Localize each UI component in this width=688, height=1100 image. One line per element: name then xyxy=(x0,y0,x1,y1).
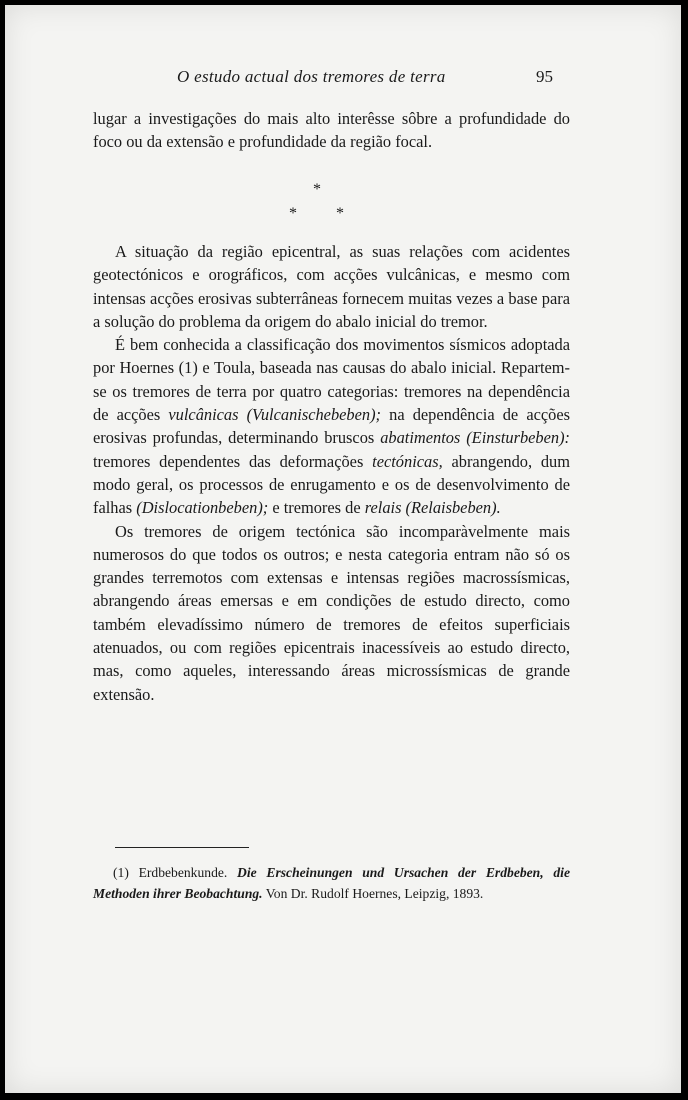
paragraph-tectonicos: Os tremores de origem tectónica são incomparàvelmente mais numerosos do que todos os outros; e nesta categoria entram não só os grandes terremotos com extensas e intensas regiões macrossísmicas, abrangendo áreas emersas e em condições de estudo directo, como também elevadíssimo número de tremores de efeitos superficiais atenuados, ou com regiões epicentrais inacessíveis ao estudo directo, mas, como aqueles, interessando áreas microssísmicas de grande extensão. xyxy=(93,521,570,704)
footnote-marker: (1) xyxy=(113,865,129,880)
footnote-italic-title: Die Erscheinungen und Ursachen der Erdbeben, die Methoden ihrer Beobachtung. xyxy=(93,865,570,901)
italic-term-vulcanicas: vulcânicas (Vulcanischebeben); xyxy=(168,405,381,425)
paragraph-continuation: lugar a investigações do mais alto interêsse sôbre a profundidade do foco ou da extensão e profundidade da região focal. xyxy=(93,109,570,152)
asterism-star-right: * xyxy=(336,205,344,222)
italic-term-tectonicas: tectónicas, xyxy=(372,451,443,471)
paragraph-situacao: A situação da região epicentral, as suas relações com acidentes geotectónicos e orográficos, com acções vulcânicas, e mesmo com intensas acções erosivas subterrâneas fornecem muitas vezes a base para a solução do problema da origem do abalo inicial do tremor. xyxy=(93,242,570,331)
asterism-star-top: * xyxy=(313,181,321,198)
footnote-run: Von Dr. Rudolf Hoernes, Leipzig, 1893. xyxy=(262,885,484,901)
text-run: na dependência de acções erosivas profundas, determinando bruscos xyxy=(93,405,570,448)
text-block-main xyxy=(93,240,570,706)
footnote xyxy=(93,863,570,904)
text-run: tremores dependentes das deformações xyxy=(93,451,373,471)
italic-term-relais: relais (Relaisbeben). xyxy=(364,498,501,518)
page-number: 95 xyxy=(536,67,553,86)
running-title: O estudo actual dos tremores de terra xyxy=(177,67,446,86)
text-run: É bem conhecida a classificação dos movimentos sísmicos adoptada por Hoernes (1) e Toula, baseada nas causas do abalo inicial. Repartem-se os tremores de terra por quatro categorias: tremores na dependência de acções xyxy=(93,335,570,425)
footnote-run: Erdbebenkunde. xyxy=(128,865,238,880)
text-run: e tremores de xyxy=(268,498,365,518)
footnote-rule xyxy=(115,847,249,848)
page-header xyxy=(5,67,681,93)
asterism-star-left: * xyxy=(289,205,297,222)
asterism-divider xyxy=(5,181,681,231)
italic-term-dislocation: (Dislocationbeben); xyxy=(136,498,269,518)
italic-term-abatimentos: abatimentos (Einsturbeben): xyxy=(380,428,571,448)
paragraph-classificacao xyxy=(93,333,570,519)
book-page xyxy=(5,5,681,1093)
text-run: abrangendo, dum modo geral, os processos de enrugamento e os de desenvolvimento de falhas xyxy=(93,451,570,518)
footnote-text xyxy=(93,863,570,904)
text-block-top xyxy=(93,107,570,154)
